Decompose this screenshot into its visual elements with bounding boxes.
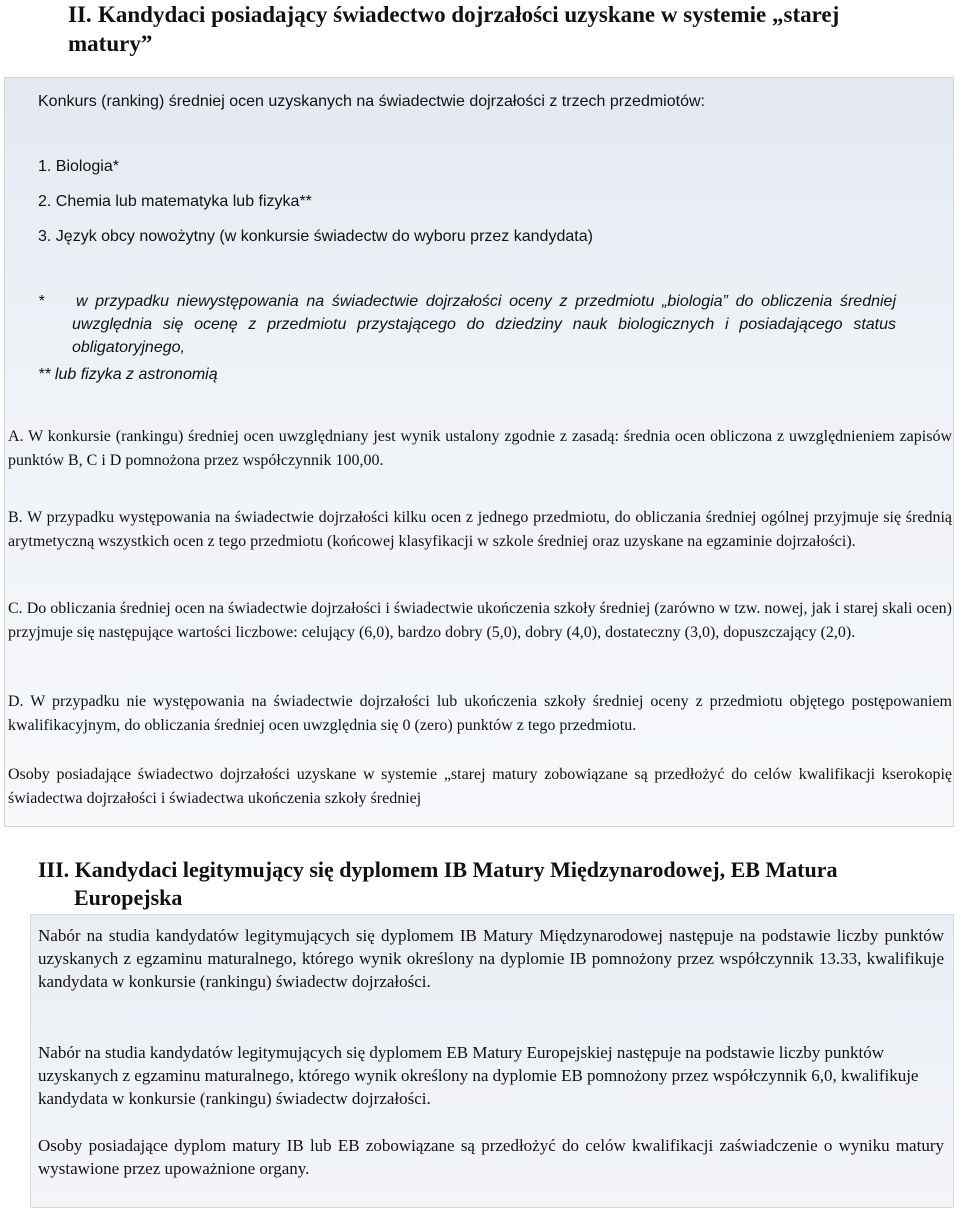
rule-d: D. W przypadku nie występowania na świadectwie dojrzałości lub ukończenia szkoły średniej oceny z przedmiotu objętego postępowaniem kwalifikacyjnym, do obliczania średniej ocen uwzględnia się 0 (zero) punktów z tego przedmiotu. bbox=[8, 693, 952, 734]
section-ii-heading bbox=[68, 0, 928, 58]
subject-item-chemistry: 2. Chemia lub matematyka lub fizyka** bbox=[38, 193, 312, 210]
ranking-intro: Konkurs (ranking) średniej ocen uzyskanych na świadectwie dojrzałości z trzech przedmiotów: bbox=[38, 93, 705, 110]
section-iii-title-line2: Europejska bbox=[74, 885, 183, 910]
subject-item-language: 3. Język obcy nowożytny (w konkursie świadectw do wyboru przez kandydata) bbox=[38, 228, 593, 245]
section-iii-heading bbox=[38, 856, 918, 912]
ib-eb-documents-paragraph: Osoby posiadające dyplom matury IB lub EB zobowiązane są przedłożyć do celów kwalifikacji zaświadczenie o wyniku matury wystawione przez upoważnione organy. bbox=[38, 1136, 944, 1178]
footnote-2: ** lub fizyka z astronomią bbox=[38, 366, 218, 383]
documents-requirement: Osoby posiadające świadectwo dojrzałości uzyskane w systemie „starej matury zobowiązane są przedłożyć do celów kwalifikacji kserokopię świadectwa dojrzałości i świadectwa ukończenia szkoły średniej bbox=[8, 766, 952, 807]
section-ii-number: II. bbox=[68, 2, 92, 27]
footnote-1: w przypadku niewystępowania na świadectwie dojrzałości oceny z przedmiotu „biologia” do obliczenia średniej uwzględnia się ocenę z przedmiotu przystającego do dziedziny nauk biologicznych i posiadającego status obligatoryjnego, bbox=[72, 293, 896, 356]
rule-a: A. W konkursie (rankingu) średniej ocen uwzględniany jest wynik ustalony zgodnie z zasadą: średnia ocen obliczona z uwzględnieniem zapisów punktów B, C i D pomnożona przez współczynnik 100,00. bbox=[8, 428, 952, 469]
section-iii-number: III. bbox=[38, 857, 70, 882]
rule-c: C. Do obliczania średniej ocen na świadectwie dojrzałości i świadectwie ukończenia szkoły średniej (zarówno w tzw. nowej, jak i starej skali ocen) przyjmuje się następujące wartości liczbowe: celujący (6,0), bardzo dobry (5,0), dobry (4,0), dostateczny (3,0), dopuszczający (2,0). bbox=[8, 600, 952, 641]
eb-paragraph: Nabór na studia kandydatów legitymujących się dyplomem EB Matury Europejskiej następuje na podstawie liczby punktów uzyskanych z egzaminu maturalnego, którego wynik określony na dyplomie EB pomnożony przez współczynnik 6,0, kwalifikuje kandydata w konkursie (rankingu) świadectw dojrzałości. bbox=[38, 1043, 919, 1108]
subject-item-biology: 1. Biologia* bbox=[38, 158, 119, 175]
rule-b: B. W przypadku występowania na świadectwie dojrzałości kilku ocen z jednego przedmiotu, do obliczania średniej ogólnej przyjmuje się średnią arytmetyczną wszystkich ocen z tego przedmiotu (końcowej klasyfikacji w szkole średniej oraz uzyskane na egzaminie dojrzałości). bbox=[8, 509, 952, 550]
footnote-1-mark: * bbox=[38, 293, 45, 310]
ib-paragraph: Nabór na studia kandydatów legitymujących się dyplomem IB Matury Międzynarodowej następuje na podstawie liczby punktów uzyskanych z egzaminu maturalnego, którego wynik określony na dyplomie IB pomnożony przez współczynnik 13.33, kwalifikuje kandydata w konkursie (rankingu) świadectw dojrzałości. bbox=[38, 926, 944, 991]
section-ii-title: Kandydaci posiadający świadectwo dojrzałości uzyskane w systemie „starej matury” bbox=[68, 2, 840, 56]
section-iii-title-line1: Kandydaci legitymujący się dyplomem IB Matury Międzynarodowej, EB Matura bbox=[74, 857, 838, 882]
